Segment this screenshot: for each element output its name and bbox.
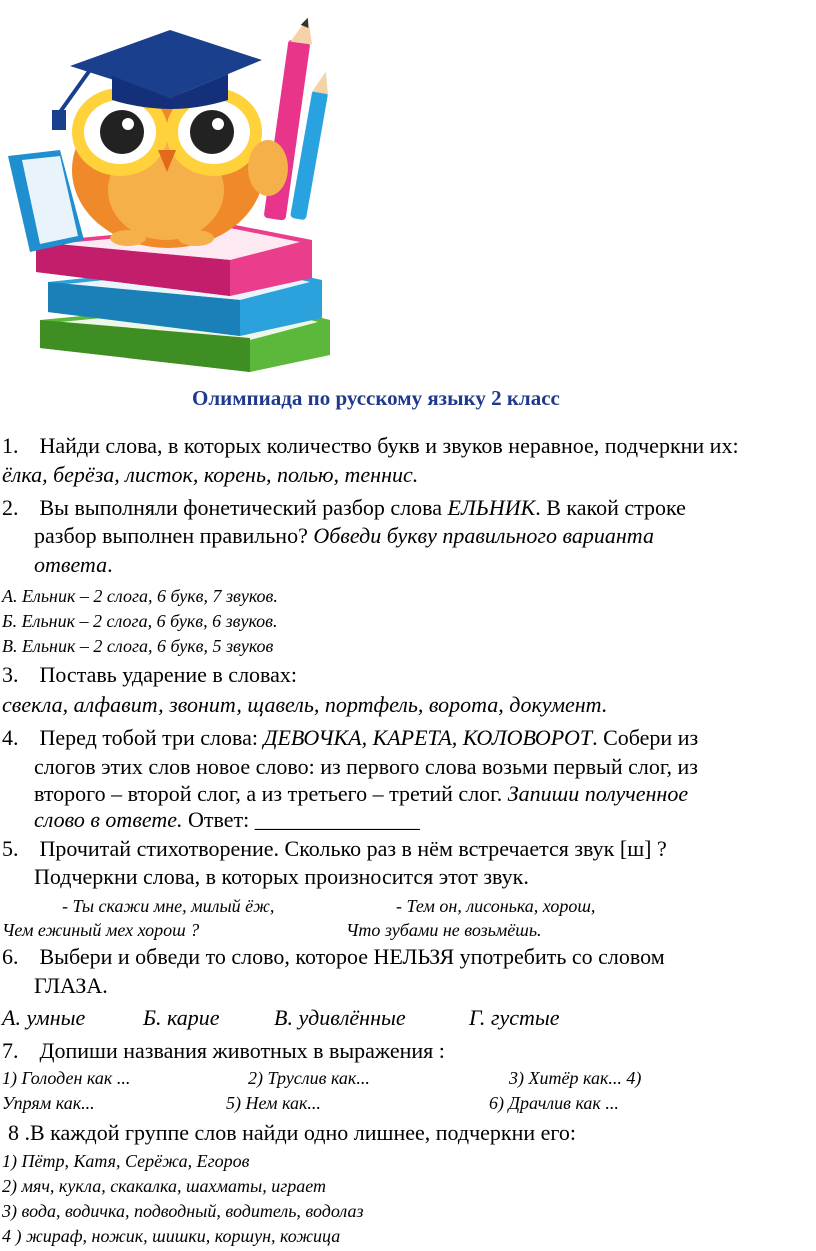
question-1-words: ёлка, берёза, листок, корень, полью, теннис. [2, 462, 419, 487]
question-6-line-2: ГЛАЗА. [34, 973, 108, 998]
question-instruction: слово в ответе. [34, 807, 183, 832]
page-title: Олимпиада по русскому языку 2 класс [192, 386, 560, 410]
question-text: . В какой строке [535, 495, 686, 520]
question-number: 7. [2, 1038, 19, 1063]
question-7 [2, 1038, 445, 1064]
question-number: 4. [2, 725, 19, 750]
question-6-line-1 [2, 944, 665, 970]
question-5-line-2: Подчеркни слова, в которых произносится этот звук. [34, 864, 529, 889]
answer-option-a[interactable]: А. умные [2, 1005, 86, 1030]
question-number: 1. [2, 433, 19, 458]
poem-line: - Тем он, лисонька, хорош, [396, 896, 596, 916]
question-2-line-2 [34, 523, 654, 549]
question-text: . [107, 552, 113, 577]
question-text: . Собери из [592, 725, 699, 750]
question-number: 5. [2, 836, 19, 861]
question-2-line-1 [2, 495, 686, 521]
question-text: Вы выполняли фонетический разбор слова [39, 495, 448, 520]
expression-item: 5) Нем как... [226, 1093, 321, 1113]
poem-line: Что зубами не возьмёшь. [346, 920, 542, 940]
question-4-line-1 [2, 725, 698, 751]
answer-blank[interactable]: Ответ: _______________ [182, 807, 420, 832]
question-instruction: Запиши полученное [507, 781, 689, 806]
question-3-words: свекла, алфавит, звонит, щавель, портфель, ворота, документ. [2, 692, 608, 717]
word-group: 2) мяч, кукла, скакалка, шахматы, играет [2, 1176, 326, 1196]
question-instruction: ответа [34, 552, 108, 577]
answer-option-v[interactable]: В. удивлённые [274, 1005, 406, 1030]
expression-item: 3) Хитёр как... 4) [509, 1068, 642, 1088]
answer-option-g[interactable]: Г. густые [469, 1005, 560, 1030]
question-3 [2, 662, 297, 688]
expression-item: 2) Труслив как... [248, 1068, 370, 1088]
question-8: 8 .В каждой группе слов найди одно лишнее, подчеркни его: [8, 1120, 576, 1145]
question-text-word: ЕЛЬНИК [447, 495, 536, 520]
question-number: 3. [2, 662, 19, 687]
word-group: 1) Пётр, Катя, Серёжа, Егоров [2, 1151, 250, 1171]
answer-option-v[interactable]: В. Ельник – 2 слога, 6 букв, 5 звуков [2, 636, 274, 656]
word-group: 4 ) жираф, ножик, шишки, коршун, кожица [2, 1226, 341, 1246]
expression-item: Упрям как... [2, 1093, 95, 1113]
owl-books-illustration [0, 0, 340, 380]
question-text: Найди слова, в которых количество букв и звуков неравное, подчеркни их: [39, 433, 739, 458]
answer-option-a[interactable]: А. Ельник – 2 слога, 6 букв, 7 звуков. [2, 586, 278, 606]
question-number: 6. [2, 944, 19, 969]
question-5-line-1 [2, 836, 667, 862]
question-text: Выбери и обведи то слово, которое НЕЛЬЗЯ употребить со словом [39, 944, 665, 969]
question-4-line-3 [34, 781, 688, 807]
question-2-line-3 [34, 552, 113, 578]
question-number: 2. [2, 495, 19, 520]
question-4-line-2: слогов этих слов новое слово: из первого слова возьми первый слог, из [34, 754, 698, 779]
question-words: ДЕВОЧКА, КАРЕТА, КОЛОВОРОТ [263, 725, 593, 750]
poem-line: - Ты скажи мне, милый ёж, [62, 896, 275, 916]
expression-item: 1) Голоден как ... [2, 1068, 131, 1088]
question-text: Перед тобой три слова: [39, 725, 264, 750]
question-text: Допиши названия животных в выражения : [39, 1038, 445, 1063]
question-text: разбор выполнен правильно? [34, 523, 314, 548]
word-group: 3) вода, водичка, подводный, водитель, водолаз [2, 1201, 364, 1221]
question-4-line-4 [34, 807, 420, 833]
answer-option-b[interactable]: Б. карие [143, 1005, 220, 1030]
owl-icon [72, 88, 288, 248]
question-text: второго – второй слог, а из третьего – третий слог. [34, 781, 508, 806]
question-instruction: Обведи букву правильного варианта [313, 523, 654, 548]
question-text: Поставь ударение в словах: [39, 662, 298, 687]
poem-line: Чем ежиный мех хорош ? [2, 920, 200, 940]
question-1 [2, 433, 739, 459]
expression-item: 6) Драчлив как ... [489, 1093, 619, 1113]
answer-option-b[interactable]: Б. Ельник – 2 слога, 6 букв, 6 звуков. [2, 611, 278, 631]
question-text: Прочитай стихотворение. Сколько раз в нём встречается звук [ш] ? [39, 836, 667, 861]
